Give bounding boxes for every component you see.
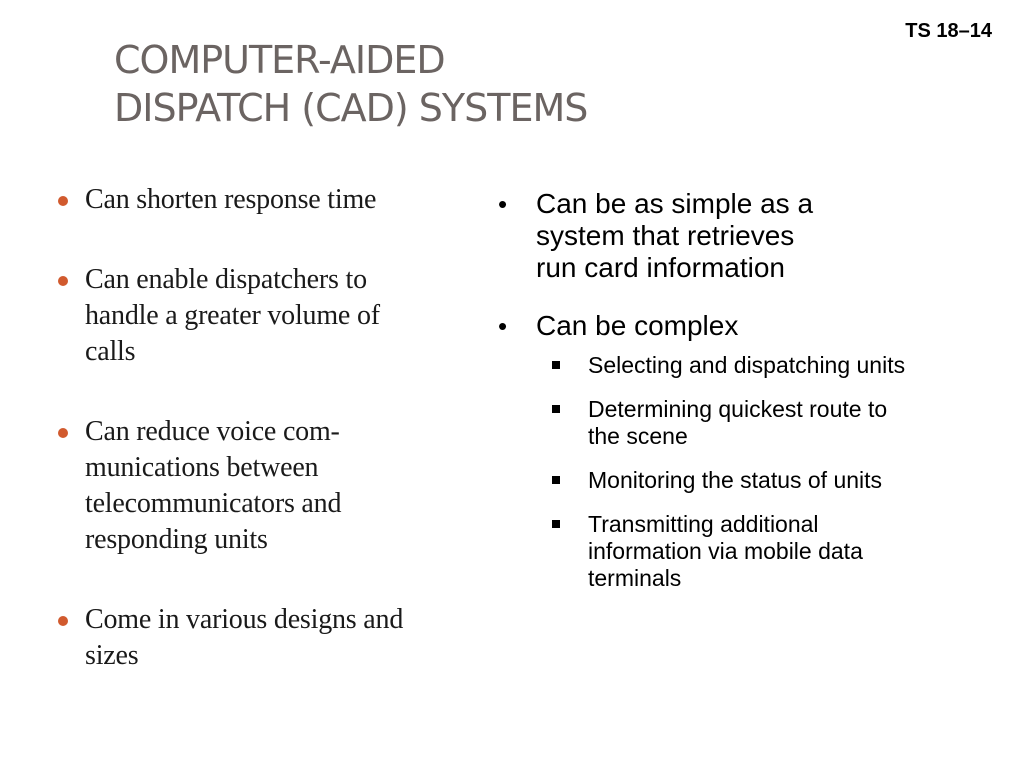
bullet-text-line: Come in various designs and xyxy=(85,604,404,635)
right-bullet-item xyxy=(498,310,998,592)
bullet-text-line: sizes xyxy=(85,640,139,671)
sub-bullet-item xyxy=(536,352,998,379)
right-bullet-list xyxy=(498,188,998,618)
bullet-text-line: system that retrieves xyxy=(536,220,795,251)
sub-bullet-item xyxy=(536,467,998,494)
bullet-text-line: munications between xyxy=(85,452,319,483)
square-bullet-icon xyxy=(552,476,560,484)
left-bullet-list xyxy=(56,182,476,718)
bullet-text-line: Can reduce voice com- xyxy=(85,416,340,447)
title-line: DISPATCH (CAD) SYSTEMS xyxy=(114,86,588,130)
sub-bullet-text-line: Transmitting additional xyxy=(588,511,819,537)
bullet-text-line: run card information xyxy=(536,252,786,283)
bullet-icon: • xyxy=(498,189,508,219)
sub-bullet-text-line: the scene xyxy=(588,423,688,449)
bullet-text-line: calls xyxy=(85,336,136,367)
left-bullet-item xyxy=(56,182,476,218)
sub-bullet-list xyxy=(536,352,998,592)
sub-bullet-text-line: Determining quickest route to xyxy=(588,396,888,422)
bullet-text-line: telecommunicators and xyxy=(85,488,342,519)
sub-bullet-text-line: terminals xyxy=(588,565,682,591)
sub-bullet-text-line: Monitoring the status of units xyxy=(588,467,883,493)
square-bullet-icon xyxy=(552,361,560,369)
bullet-text-line: Can be as simple as a xyxy=(536,188,814,219)
sub-bullet-item xyxy=(536,396,998,450)
bullet-dot-icon xyxy=(58,428,68,438)
bullet-text-line: Can be complex xyxy=(536,310,739,341)
sub-bullet-text-line: Selecting and dispatching units xyxy=(588,352,906,378)
square-bullet-icon xyxy=(552,405,560,413)
bullet-icon: • xyxy=(498,311,508,341)
title-line: COMPUTER-AIDED xyxy=(114,38,445,82)
sub-bullet-item xyxy=(536,511,998,592)
bullet-text-line: Can enable dispatchers to xyxy=(85,264,367,295)
square-bullet-icon xyxy=(552,520,560,528)
bullet-dot-icon xyxy=(58,196,68,206)
slide-number: TS 18–14 xyxy=(905,20,992,42)
bullet-dot-icon xyxy=(58,276,68,286)
bullet-text-line: Can shorten response time xyxy=(85,184,377,215)
sub-bullet-text-line: information via mobile data xyxy=(588,538,863,564)
right-bullet-item xyxy=(498,188,998,284)
slide-title xyxy=(114,36,854,132)
left-bullet-item xyxy=(56,262,476,370)
bullet-text-line: handle a greater volume of xyxy=(85,300,380,331)
left-bullet-item xyxy=(56,602,476,674)
bullet-text-line: responding units xyxy=(85,524,268,555)
left-bullet-item xyxy=(56,414,476,558)
bullet-dot-icon xyxy=(58,616,68,626)
